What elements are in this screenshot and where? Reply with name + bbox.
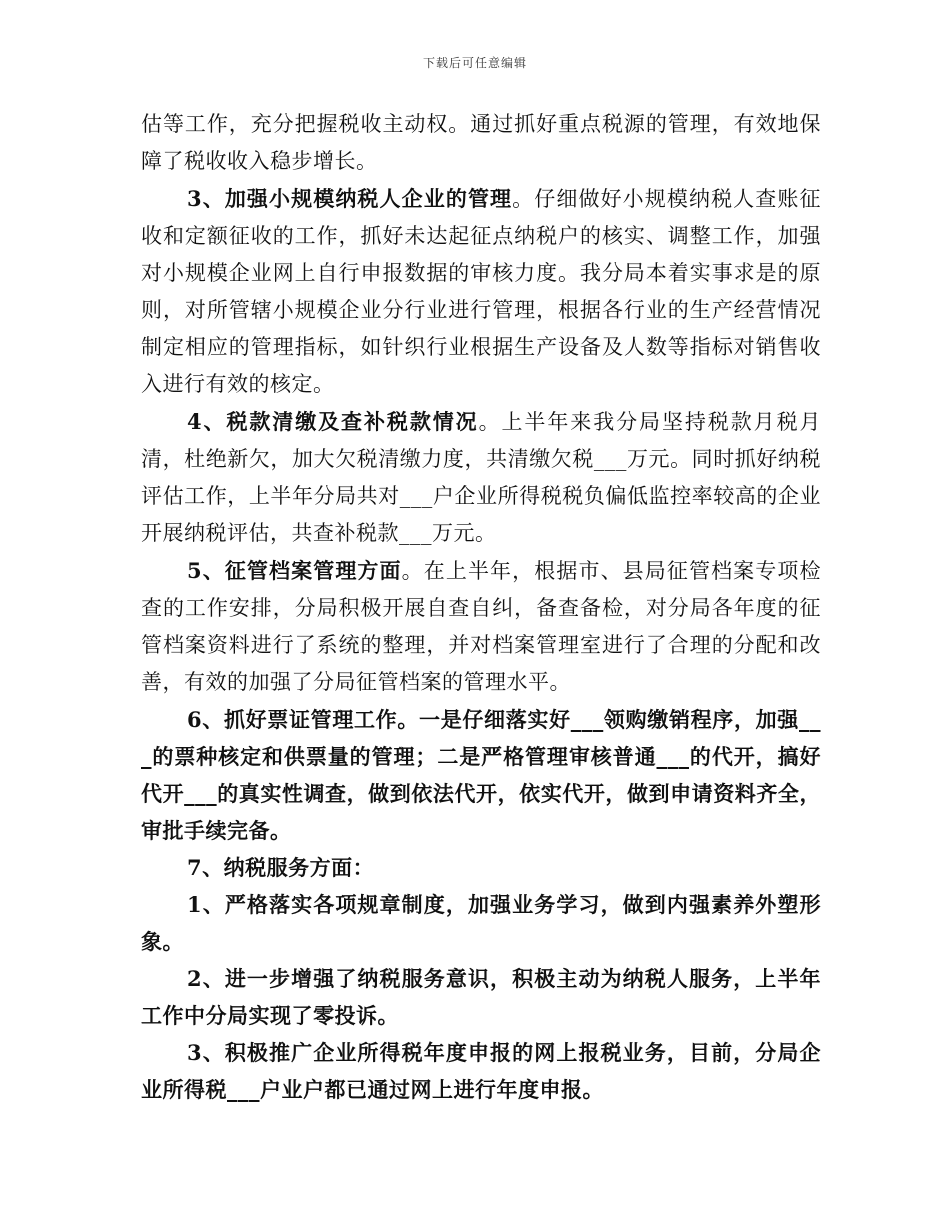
paragraph-heading: 3、加强小规模纳税人企业的管理 (187, 186, 513, 211)
paragraph-small-taxpayer-management (141, 180, 821, 403)
paragraph-service-item-3 (141, 1034, 821, 1108)
paragraph-text: 估等工作，充分把握税收主动权。通过抓好重点税源的管理，有效地保障了税收收入稳步增长。 (141, 112, 821, 173)
paragraph-text: 。仔细做好小规模纳税人查账征收和定额征收的工作，抓好未达起征点纳税户的核实、调整工作，加强对小规模企业网上自行申报数据的审核力度。我分局本着实事求是的原则，对所管辖小规模企业分行业进行管理，根据各行业的生产经营情况制定相应的管理指标，如针织行业根据生产设备及人数等指标对销售收入进行有效的核定。 (141, 187, 821, 396)
paragraph-continuation (141, 106, 821, 180)
paragraph-text: 。上半年来我分局坚持税款月税月清，杜绝新欠，加大欠税清缴力度，共清缴欠税___万元。同时抓好纳税评估工作，上半年分局共对___户企业所得税税负偏低监控率较高的企业开展纳税评估，共查补税款___万元。 (141, 410, 821, 545)
paragraph-heading: 5、征管档案管理方面 (187, 558, 402, 583)
paragraph-invoice-management (141, 701, 821, 849)
paragraph-tax-clearance (141, 403, 821, 552)
paragraph-text: 3、积极推广企业所得税年度申报的网上报税业务，目前，分局企业所得税___户业户都已通过网上进行年度申报。 (141, 1040, 821, 1102)
paragraph-text: 2、进一步增强了纳税服务意识，积极主动为纳税人服务，上半年工作中分局实现了零投诉。 (141, 966, 821, 1028)
paragraph-text: 7、纳税服务方面： (187, 855, 375, 880)
paragraph-archive-management (141, 552, 821, 701)
page-header-note: 下载后可任意编辑 (422, 56, 527, 70)
paragraph-taxpayer-service-heading (141, 849, 821, 886)
paragraph-service-item-2 (141, 960, 821, 1034)
paragraph-text: 6、抓好票证管理工作。一是仔细落实好___领购缴销程序，加强___的票种核定和供票量的管理；二是严格管理审核普通___的代开，搞好代开___的真实性调查，做到依法代开，依实代开，做到申请资料齐全，审批手续完备。 (141, 707, 821, 843)
paragraph-service-item-1 (141, 886, 821, 960)
document-body (141, 106, 821, 1108)
paragraph-text: 。在上半年，根据市、县局征管档案专项检查的工作安排，分局积极开展自查自纠，备查备检，对分局各年度的征管档案资料进行了系统的整理，并对档案管理室进行了合理的分配和改善，有效的加强了分局征管档案的管理水平。 (141, 559, 821, 694)
paragraph-heading: 4、税款清缴及查补税款情况 (187, 409, 479, 434)
paragraph-text: 1、严格落实各项规章制度，加强业务学习，做到内强素养外塑形象。 (141, 892, 821, 954)
